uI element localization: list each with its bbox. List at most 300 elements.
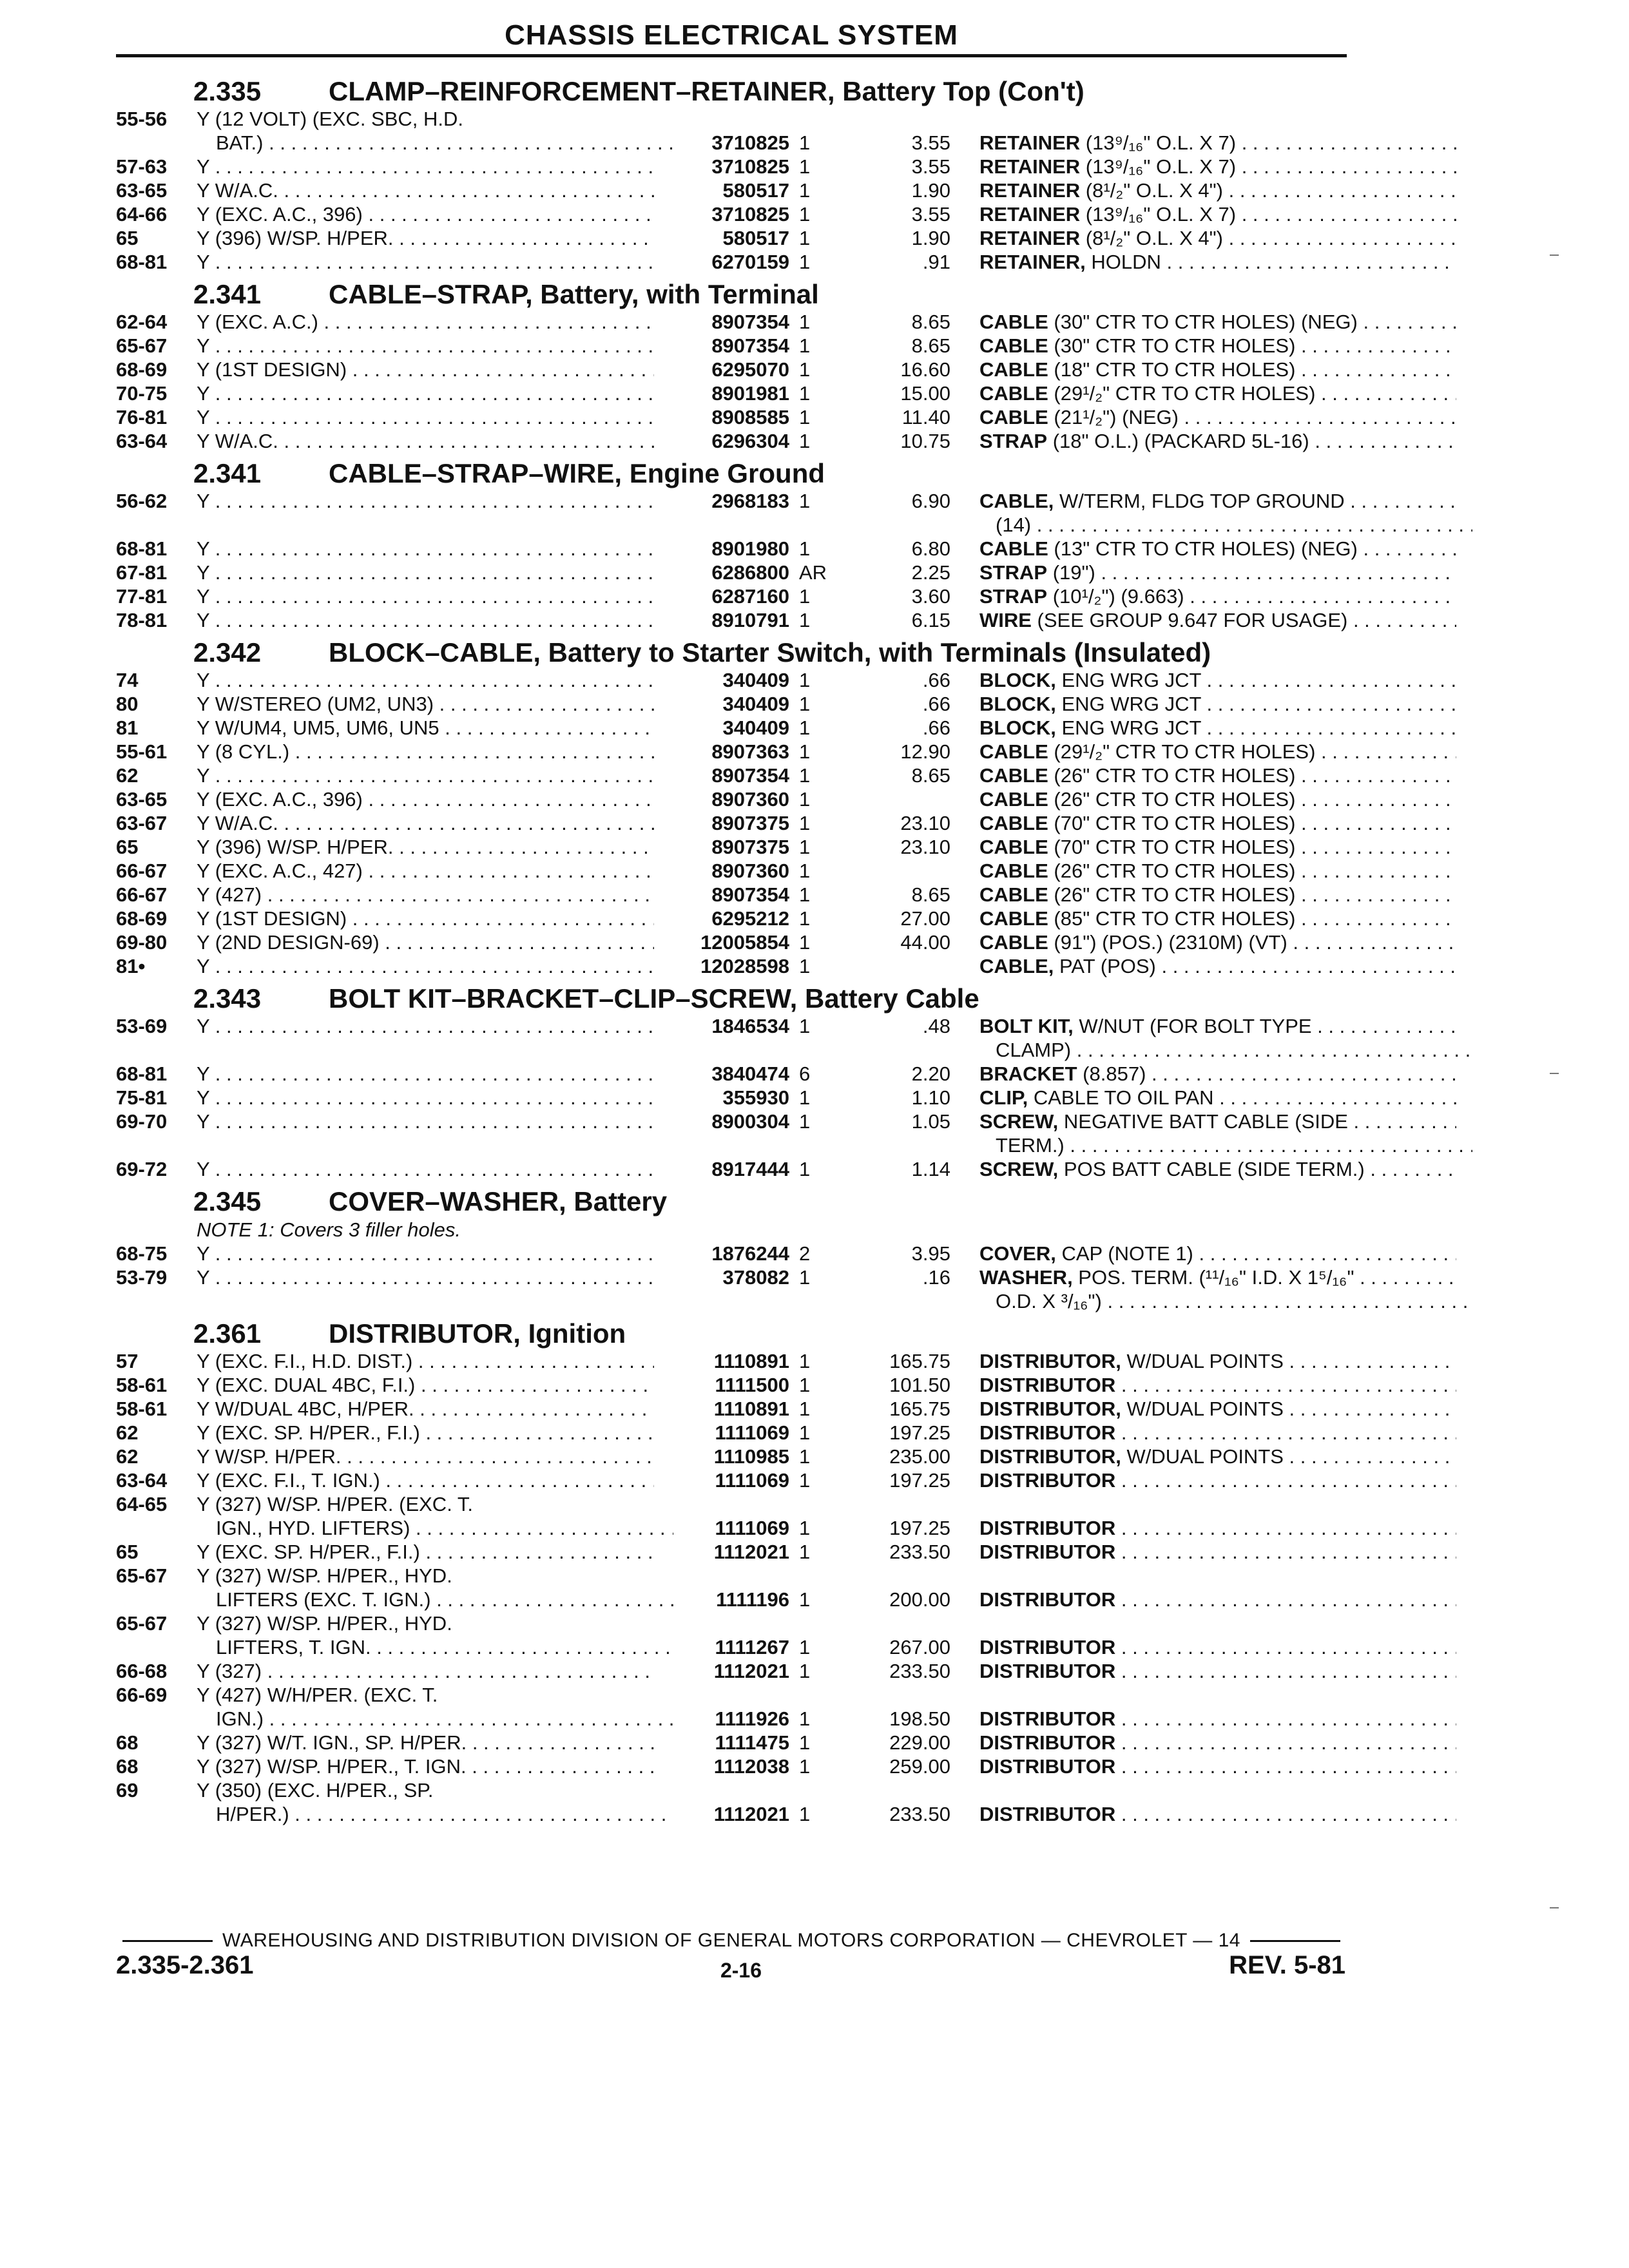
part-row <box>116 1062 1353 1086</box>
part-description <box>979 1086 1456 1110</box>
part-name: CABLE <box>979 406 1048 428</box>
quantity: 2 <box>799 1242 811 1265</box>
part-description <box>979 716 1456 740</box>
part-row <box>116 489 1353 513</box>
application-desc: Y (EXC. DUAL 4BC, F.I.) . . . <box>197 1373 654 1397</box>
model-years: 56-62 <box>116 490 168 512</box>
quantity: 1 <box>799 609 811 631</box>
part-description <box>979 1731 1456 1754</box>
part-detail: (70" CTR TO CTR HOLES) . . . <box>1048 812 1456 834</box>
part-row <box>116 1754 1353 1778</box>
application-desc: Y (EXC. F.I., T. IGN.) . . . <box>197 1468 654 1492</box>
quantity: 1 <box>799 406 811 428</box>
price: 2.25 <box>911 561 950 584</box>
part-detail: (26" CTR TO CTR HOLES) . . . <box>1048 860 1456 882</box>
scan-mark <box>1550 1907 1559 1908</box>
part-name: DISTRIBUTOR <box>979 1588 1116 1611</box>
price: .48 <box>922 1015 950 1037</box>
part-detail: W/DUAL POINTS . . . <box>1121 1398 1456 1420</box>
part-detail: (26" CTR TO CTR HOLES) . . . <box>1048 883 1456 906</box>
model-years: 80 <box>116 693 139 715</box>
part-description <box>979 1014 1456 1038</box>
part-description <box>979 668 1456 692</box>
model-years: 68-75 <box>116 1242 168 1265</box>
part-description <box>979 429 1456 453</box>
part-number: 3710825 <box>711 155 789 178</box>
price: 1.10 <box>911 1086 950 1109</box>
model-years: 63-67 <box>116 812 168 834</box>
part-description <box>979 1265 1456 1289</box>
quantity: 1 <box>799 227 811 249</box>
footer-publisher: WAREHOUSING AND DISTRIBUTION DIVISION OF GENERAL MOTORS CORPORATION — CHEVROLET — 14 <box>222 1930 1240 1951</box>
part-row <box>116 1707 1353 1731</box>
quantity: 1 <box>799 1707 811 1730</box>
part-description <box>979 1445 1456 1468</box>
model-years: 62 <box>116 764 139 787</box>
part-detail: (21¹/₂") (NEG) . . . <box>1048 406 1456 428</box>
part-row <box>116 1611 1353 1635</box>
part-row <box>116 907 1353 930</box>
part-number: 8907363 <box>711 740 789 763</box>
section-heading <box>116 1313 1353 1349</box>
model-years: 68-81 <box>116 251 168 273</box>
part-number: 580517 <box>722 179 789 202</box>
part-number: 3710825 <box>711 203 789 226</box>
part-number: 1111069 <box>715 1517 789 1539</box>
part-name: CABLE <box>979 907 1048 930</box>
part-number: 1111267 <box>715 1636 789 1658</box>
part-detail: (70" CTR TO CTR HOLES) . . . <box>1048 836 1456 858</box>
part-name: BLOCK, <box>979 669 1056 691</box>
quantity: 1 <box>799 1636 811 1658</box>
part-name: COVER, <box>979 1242 1056 1265</box>
price: 8.65 <box>911 764 950 787</box>
quantity: 1 <box>799 883 811 906</box>
part-row <box>116 1778 1353 1802</box>
price: 12.90 <box>900 740 950 763</box>
quantity: 1 <box>799 669 811 691</box>
application-desc: Y . . . <box>197 668 654 692</box>
part-number: 1112021 <box>713 1541 789 1563</box>
quantity: 1 <box>799 1517 811 1539</box>
part-number: 6295212 <box>711 907 789 930</box>
price: 1.05 <box>911 1110 950 1133</box>
part-number: 1110985 <box>713 1445 789 1468</box>
application-desc: Y (327) W/SP. H/PER., T. IGN. . . . <box>197 1754 654 1778</box>
part-detail <box>1115 1755 1456 1778</box>
price: 8.65 <box>911 311 950 333</box>
part-number: 1111069 <box>715 1421 789 1444</box>
part-detail <box>1115 1636 1456 1658</box>
model-years: 65 <box>116 1541 139 1563</box>
quantity: 1 <box>799 155 811 178</box>
part-row <box>116 668 1353 692</box>
price: 6.80 <box>911 537 950 560</box>
part-name: STRAP <box>979 585 1048 608</box>
part-number: 8907354 <box>711 883 789 906</box>
price: .66 <box>922 716 950 739</box>
model-years: 70-75 <box>116 382 168 405</box>
application-desc: Y . . . <box>197 1062 654 1086</box>
part-name: DISTRIBUTOR, <box>979 1398 1121 1420</box>
part-detail: (91") (POS.) (2310M) (VT) . . . <box>1048 931 1456 954</box>
quantity: 1 <box>799 1421 811 1444</box>
quantity: 1 <box>799 1110 811 1133</box>
part-row <box>116 1038 1353 1062</box>
part-detail: ENG WRG JCT . . . <box>1056 716 1456 739</box>
quantity: 1 <box>799 1755 811 1778</box>
price: 23.10 <box>900 836 950 858</box>
part-description <box>979 1754 1456 1778</box>
part-number: 8907354 <box>711 311 789 333</box>
section-number: 2.361 <box>193 1318 262 1349</box>
price: 23.10 <box>900 812 950 834</box>
section-heading <box>116 453 1353 489</box>
parts-list <box>116 71 1365 1826</box>
part-detail: ENG WRG JCT . . . <box>1056 693 1456 715</box>
part-description <box>979 883 1456 907</box>
part-name: DISTRIBUTOR <box>979 1707 1116 1730</box>
price: 3.55 <box>911 203 950 226</box>
part-row <box>116 107 1353 131</box>
part-description <box>979 692 1456 716</box>
price: 197.25 <box>889 1421 950 1444</box>
part-row <box>116 1468 1353 1492</box>
application-desc: Y (327) W/SP. H/PER., HYD. <box>197 1612 452 1635</box>
section-heading <box>116 978 1353 1014</box>
part-number: 378082 <box>722 1266 789 1289</box>
model-years: 65-67 <box>116 1612 168 1635</box>
part-description <box>979 1038 1472 1062</box>
part-name: STRAP <box>979 561 1048 584</box>
part-detail: CLAMP) . . . <box>996 1039 1472 1061</box>
part-number: 8917444 <box>711 1158 789 1180</box>
part-description <box>979 1421 1456 1445</box>
part-row <box>116 131 1353 155</box>
part-row <box>116 155 1353 178</box>
model-years: 62 <box>116 1445 139 1468</box>
price: 165.75 <box>889 1350 950 1372</box>
section-number: 2.342 <box>193 637 262 668</box>
part-description <box>979 954 1456 978</box>
part-number: 3710825 <box>711 131 789 154</box>
section-number: 2.335 <box>193 76 262 106</box>
part-number: 8907354 <box>711 334 789 357</box>
model-years: 66-68 <box>116 1660 168 1682</box>
application-desc: Y (EXC. A.C., 396) . . . <box>197 202 654 226</box>
part-row <box>116 1588 1353 1611</box>
price: 3.95 <box>911 1242 950 1265</box>
part-description <box>979 250 1456 274</box>
quantity: 1 <box>799 537 811 560</box>
part-detail: POS BATT CABLE (SIDE TERM.) . . . <box>1058 1158 1456 1180</box>
part-row <box>116 1731 1353 1754</box>
quantity: 1 <box>799 740 811 763</box>
part-description <box>979 1707 1456 1731</box>
section-heading <box>116 632 1353 668</box>
part-number: 340409 <box>722 693 789 715</box>
application-desc: Y (12 VOLT) (EXC. SBC, H.D. <box>197 108 464 130</box>
model-years: 68-81 <box>116 537 168 560</box>
part-row <box>116 692 1353 716</box>
application-desc: Y (EXC. A.C.) . . . <box>197 310 654 334</box>
part-name: BLOCK, <box>979 716 1056 739</box>
model-years: 68-69 <box>116 358 168 381</box>
part-number: 8901980 <box>711 537 789 560</box>
part-name: DISTRIBUTOR <box>979 1374 1116 1396</box>
model-years: 57 <box>116 1350 139 1372</box>
application-desc: Y (327) W/SP. H/PER. (EXC. T. <box>197 1493 473 1515</box>
quantity: 1 <box>799 334 811 357</box>
part-description <box>979 930 1456 954</box>
part-row <box>116 1265 1353 1289</box>
part-description <box>979 1349 1456 1373</box>
part-name: DISTRIBUTOR <box>979 1731 1116 1754</box>
part-number: 1111196 <box>716 1588 789 1611</box>
model-years: 65 <box>116 227 139 249</box>
part-detail <box>1115 1517 1456 1539</box>
part-number: 8907354 <box>711 764 789 787</box>
model-years: 68 <box>116 1731 139 1754</box>
scan-mark <box>1550 255 1559 256</box>
price: 1.90 <box>911 179 950 202</box>
part-row <box>116 202 1353 226</box>
part-name: CABLE <box>979 931 1048 954</box>
part-name: WASHER, <box>979 1266 1073 1289</box>
part-number: 8910791 <box>711 609 789 631</box>
part-name: CABLE <box>979 836 1048 858</box>
price: 259.00 <box>889 1755 950 1778</box>
quantity: 1 <box>799 1469 811 1492</box>
price: 1.14 <box>911 1158 950 1180</box>
part-description <box>979 764 1456 787</box>
application-desc: Y W/A.C. . . . <box>197 429 654 453</box>
part-number: 1110891 <box>713 1350 789 1372</box>
price: 200.00 <box>889 1588 950 1611</box>
part-description <box>979 608 1456 632</box>
part-description <box>979 1659 1456 1683</box>
part-detail <box>1115 1803 1456 1825</box>
price: 2.20 <box>911 1062 950 1085</box>
application-desc: Y (EXC. A.C., 427) . . . <box>197 859 654 883</box>
part-name: SCREW, <box>979 1158 1059 1180</box>
part-number: 12028598 <box>700 955 789 977</box>
part-name: BRACKET <box>979 1062 1077 1085</box>
part-name: CABLE <box>979 812 1048 834</box>
part-row <box>116 358 1353 381</box>
section-title: COVER–WASHER, Battery <box>329 1186 668 1216</box>
price: 8.65 <box>911 883 950 906</box>
price: 44.00 <box>900 931 950 954</box>
quantity: 1 <box>799 716 811 739</box>
part-row <box>116 859 1353 883</box>
part-name: DISTRIBUTOR <box>979 1636 1116 1658</box>
part-detail: (8.857) . . . <box>1077 1062 1456 1085</box>
part-description <box>979 489 1456 513</box>
part-row <box>116 1445 1353 1468</box>
part-detail: ENG WRG JCT . . . <box>1056 669 1456 691</box>
part-number: 12005854 <box>700 931 789 954</box>
part-detail: (19") . . . <box>1047 561 1456 584</box>
part-detail <box>1115 1588 1456 1611</box>
part-row <box>116 334 1353 358</box>
part-row <box>116 1242 1353 1265</box>
footer-rule-left <box>122 1940 213 1942</box>
model-years: 63-65 <box>116 788 168 811</box>
part-name: RETAINER, <box>979 251 1086 273</box>
part-detail: (26" CTR TO CTR HOLES) . . . <box>1048 788 1456 811</box>
part-number: 355930 <box>722 1086 789 1109</box>
model-years: 58-61 <box>116 1398 168 1420</box>
part-number: 340409 <box>722 669 789 691</box>
application-desc: Y W/DUAL 4BC, H/PER. . . . <box>197 1397 654 1421</box>
model-years: 76-81 <box>116 406 168 428</box>
part-number: 8900304 <box>711 1110 789 1133</box>
part-description <box>979 1110 1456 1133</box>
part-row <box>116 250 1353 274</box>
part-detail <box>1115 1469 1456 1492</box>
section-number: 2.341 <box>193 279 262 309</box>
application-desc: Y . . . <box>197 1110 654 1133</box>
application-desc: Y . . . <box>197 584 654 608</box>
part-number: 6296304 <box>711 430 789 452</box>
part-row <box>116 930 1353 954</box>
quantity: 1 <box>799 1158 811 1180</box>
part-name: WIRE <box>979 609 1032 631</box>
application-desc: Y (EXC. A.C., 396) . . . <box>197 787 654 811</box>
section-title: BOLT KIT–BRACKET–CLIP–SCREW, Battery Cable <box>329 983 979 1014</box>
part-description <box>979 178 1456 202</box>
application-desc: Y . . . <box>197 334 654 358</box>
part-row <box>116 835 1353 859</box>
application-desc: Y (327) W/T. IGN., SP. H/PER. . . . <box>197 1731 654 1754</box>
model-years: 77-81 <box>116 585 168 608</box>
part-detail <box>1115 1374 1456 1396</box>
part-number: 1111500 <box>715 1374 789 1396</box>
application-desc: Y (EXC. SP. H/PER., F.I.) . . . <box>197 1421 654 1445</box>
application-desc: Y . . . <box>197 764 654 787</box>
quantity: 6 <box>799 1062 811 1085</box>
price: 229.00 <box>889 1731 950 1754</box>
part-detail: PAT (POS) . . . <box>1054 955 1456 977</box>
quantity: 1 <box>799 931 811 954</box>
part-number: 2968183 <box>711 490 789 512</box>
application-desc: Y (396) W/SP. H/PER. . . . <box>197 835 654 859</box>
part-row <box>116 1133 1353 1157</box>
quantity: 1 <box>799 1374 811 1396</box>
part-description <box>979 1062 1456 1086</box>
part-row <box>116 1540 1353 1564</box>
model-years: 68-81 <box>116 1062 168 1085</box>
model-years: 64-65 <box>116 1493 168 1515</box>
part-description <box>979 1157 1456 1181</box>
model-years: 62 <box>116 1421 139 1444</box>
part-number: 6286800 <box>711 561 789 584</box>
model-years: 69 <box>116 1779 139 1802</box>
part-number: 1846534 <box>711 1015 789 1037</box>
part-name: CABLE, <box>979 490 1054 512</box>
part-detail: (SEE GROUP 9.647 FOR USAGE) . . . <box>1032 609 1456 631</box>
quantity: 1 <box>799 131 811 154</box>
part-number: 6295070 <box>711 358 789 381</box>
application-desc: Y (427) W/H/PER. (EXC. T. <box>197 1684 438 1706</box>
application-desc: Y . . . <box>197 1014 654 1038</box>
model-years: 65 <box>116 836 139 858</box>
part-row <box>116 1516 1353 1540</box>
application-desc: IGN., HYD. LIFTERS) . . . <box>197 1516 673 1540</box>
application-desc: Y . . . <box>197 1086 654 1110</box>
scan-mark <box>1550 1073 1559 1074</box>
part-name: CABLE, <box>979 955 1054 977</box>
part-name: DISTRIBUTOR <box>979 1421 1116 1444</box>
section-title: DISTRIBUTOR, Ignition <box>329 1318 626 1349</box>
model-years: 62-64 <box>116 311 168 333</box>
model-years: 65-67 <box>116 1564 168 1587</box>
part-number: 580517 <box>722 227 789 249</box>
part-name: CABLE <box>979 358 1048 381</box>
section-heading <box>116 1181 1353 1217</box>
part-row <box>116 1397 1353 1421</box>
quantity: 1 <box>799 764 811 787</box>
application-desc: Y . . . <box>197 489 654 513</box>
part-description <box>979 787 1456 811</box>
application-desc: Y (396) W/SP. H/PER. . . . <box>197 226 654 250</box>
price: 15.00 <box>900 382 950 405</box>
part-detail: HOLDN . . . <box>1086 251 1456 273</box>
part-description <box>979 1397 1456 1421</box>
part-detail: (26" CTR TO CTR HOLES) . . . <box>1048 764 1456 787</box>
section-heading <box>116 71 1353 107</box>
model-years: 69-80 <box>116 931 168 954</box>
application-desc: Y . . . <box>197 381 654 405</box>
part-row <box>116 1635 1353 1659</box>
quantity: 1 <box>799 1588 811 1611</box>
quantity: 1 <box>799 1445 811 1468</box>
price: 233.50 <box>889 1541 950 1563</box>
part-name: CABLE <box>979 860 1048 882</box>
quantity: 1 <box>799 1541 811 1563</box>
price: 198.50 <box>889 1707 950 1730</box>
price: 267.00 <box>889 1636 950 1658</box>
part-detail: POS. TERM. (¹¹/₁₆" I.D. X 1⁵/₁₆" . . . <box>1073 1266 1456 1289</box>
part-number: 8907360 <box>711 860 789 882</box>
application-desc: Y W/STEREO (UM2, UN3) . . . <box>197 692 654 716</box>
part-name: CABLE <box>979 764 1048 787</box>
price: 1.90 <box>911 227 950 249</box>
part-detail <box>1115 1707 1456 1730</box>
part-name: BLOCK, <box>979 693 1056 715</box>
part-detail: CAP (NOTE 1) . . . <box>1056 1242 1456 1265</box>
application-desc: Y (1ST DESIGN) . . . <box>197 907 654 930</box>
price: 3.60 <box>911 585 950 608</box>
part-row <box>116 561 1353 584</box>
section-note: NOTE 1: Covers 3 filler holes. <box>197 1218 461 1241</box>
application-desc: Y W/A.C. . . . <box>197 811 654 835</box>
quantity: 1 <box>799 490 811 512</box>
part-name: DISTRIBUTOR <box>979 1469 1116 1492</box>
header-rule <box>116 54 1347 57</box>
part-row <box>116 764 1353 787</box>
part-name: DISTRIBUTOR, <box>979 1350 1121 1372</box>
part-name: DISTRIBUTOR <box>979 1541 1116 1563</box>
part-detail: W/TERM, FLDG TOP GROUND . . . <box>1054 490 1456 512</box>
price: 3.55 <box>911 131 950 154</box>
quantity: AR <box>799 561 827 584</box>
part-detail: (13⁹/₁₆" O.L. X 7) . . . <box>1080 155 1456 178</box>
application-desc: Y . . . <box>197 1242 654 1265</box>
section-title: CABLE–STRAP, Battery, with Terminal <box>329 279 819 309</box>
part-row <box>116 178 1353 202</box>
